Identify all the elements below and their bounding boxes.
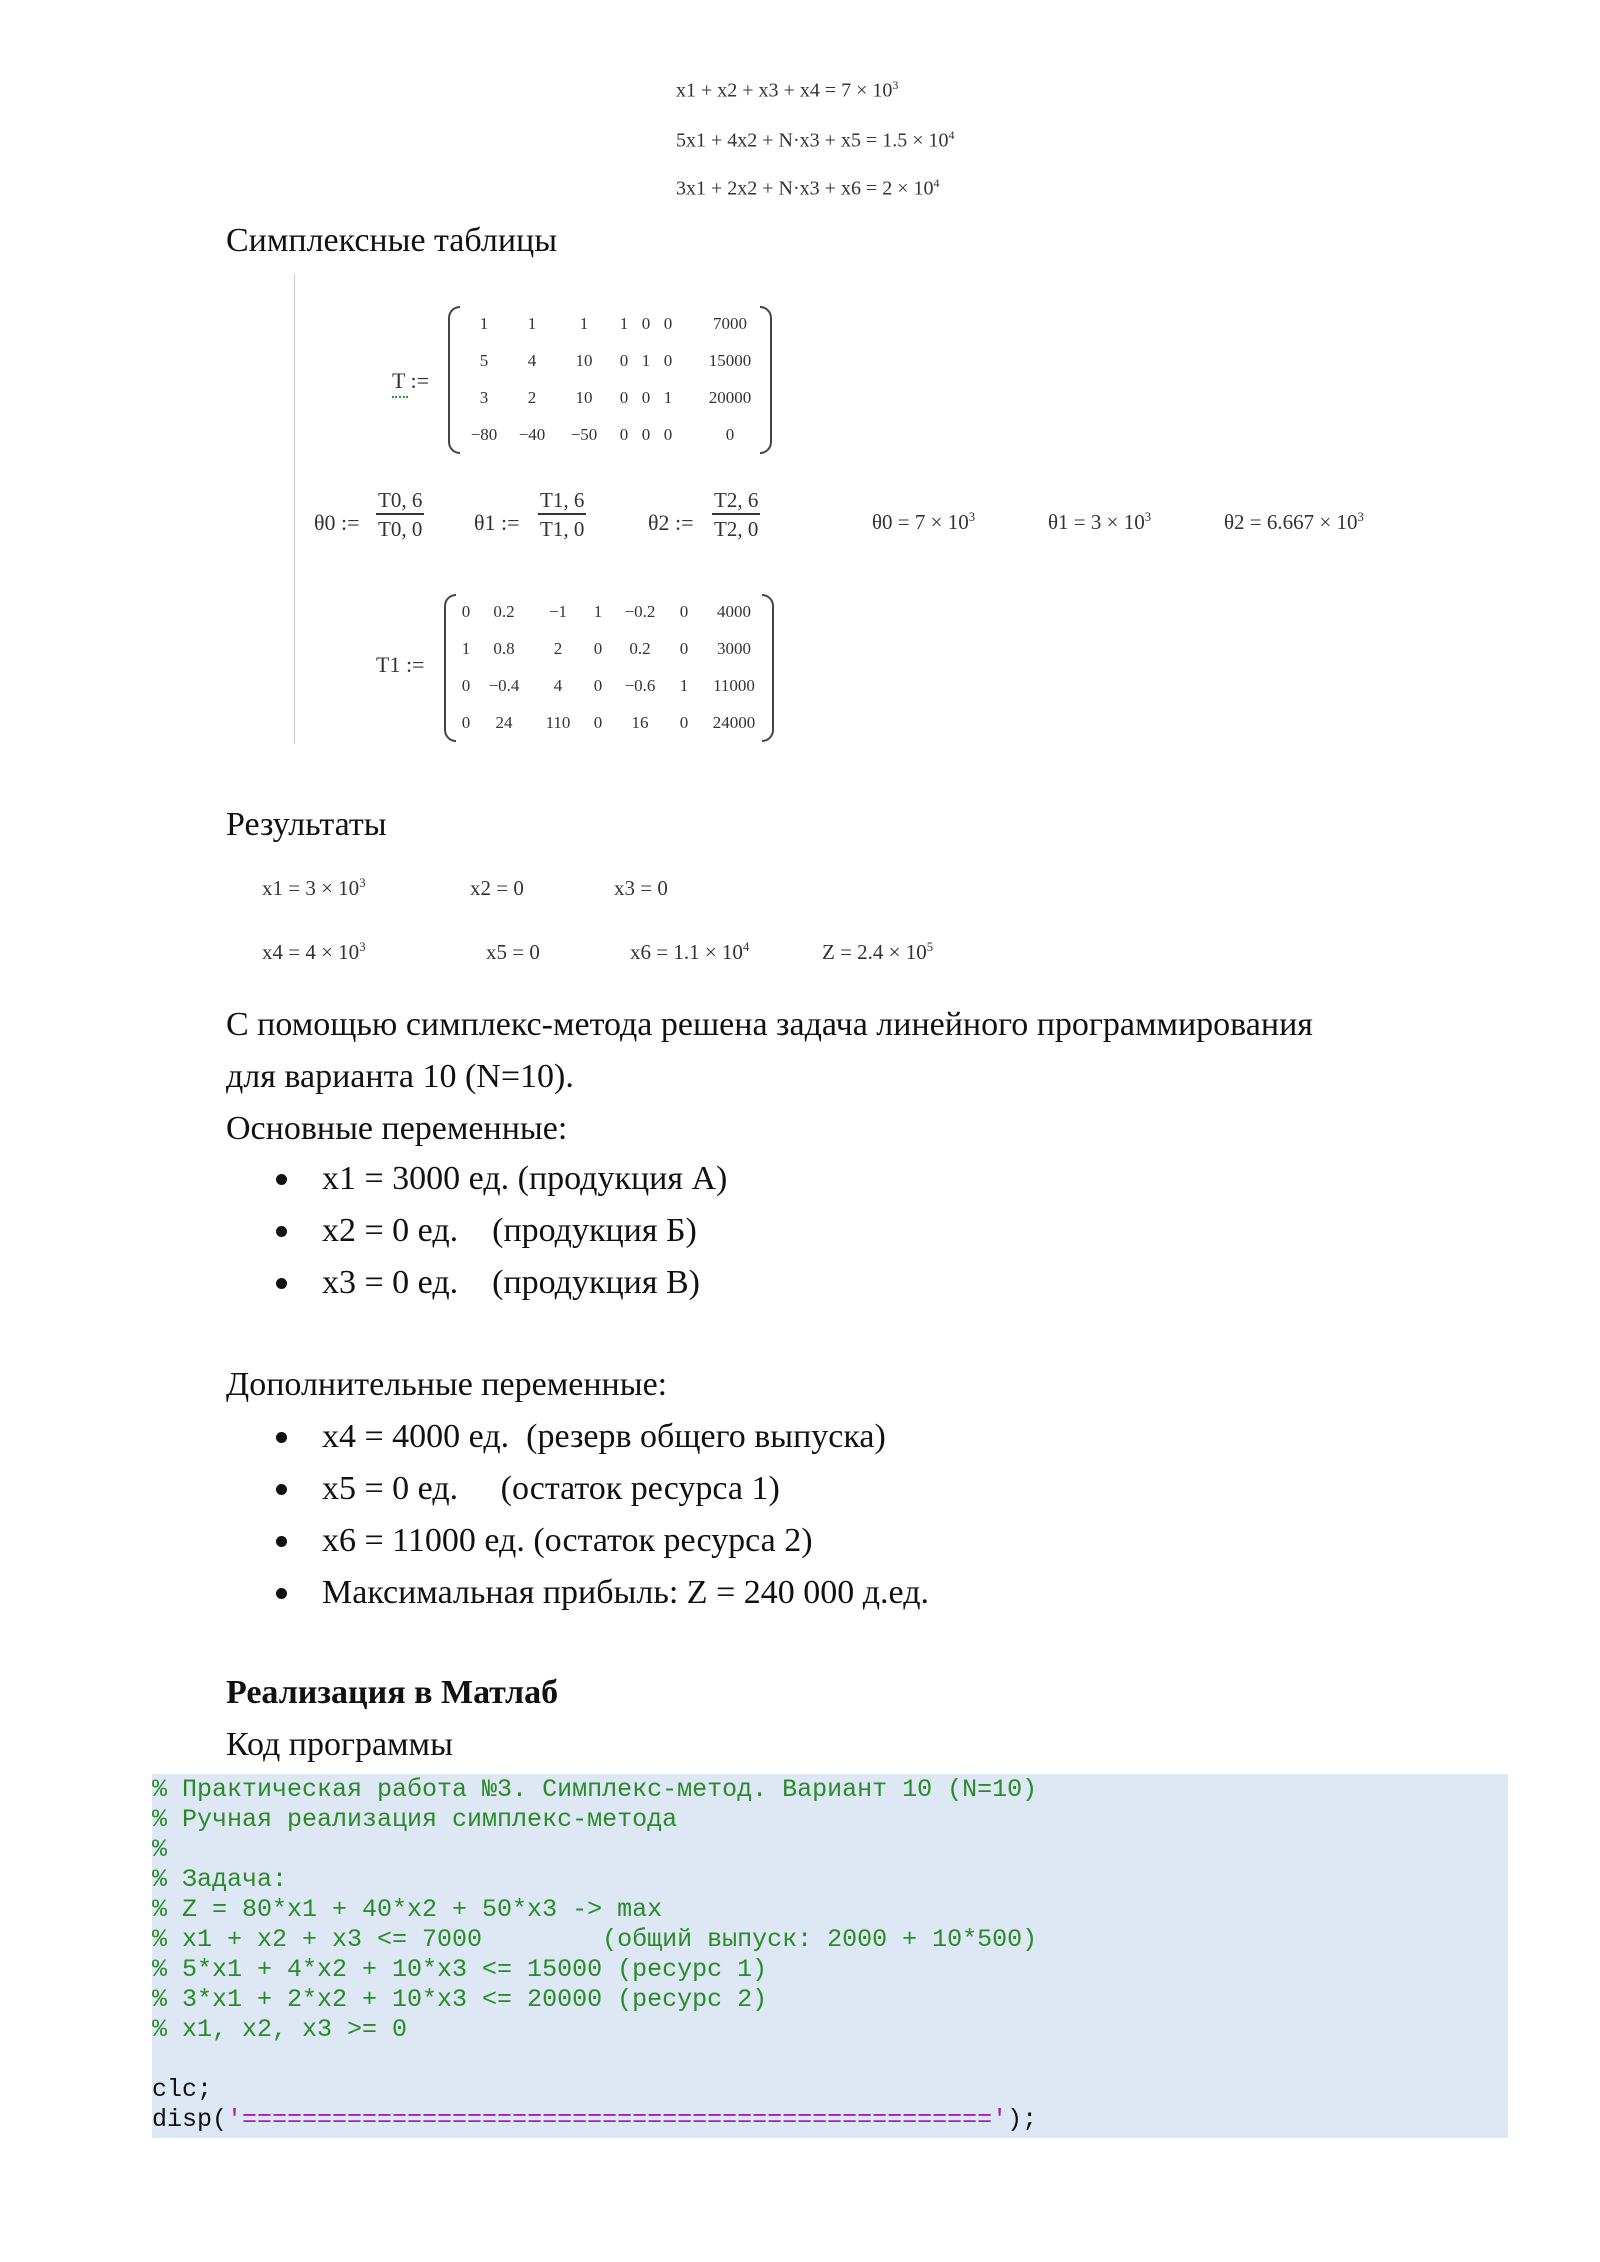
- code-disp-line: [152, 2105, 1037, 2134]
- code-clc-line: clc;: [152, 2075, 213, 2104]
- matrix-cell: 1: [479, 314, 489, 333]
- result-x6: $x6 = 1.1 \times 10^4$: [630, 940, 750, 964]
- code-comment-line: %: [152, 1835, 168, 1864]
- code-disp-close: );: [1007, 2105, 1038, 2134]
- max-profit-item: Максимальная прибыль: Z = 240 000 д.ед.: [322, 1574, 929, 1611]
- matrix-cell: 24: [495, 713, 513, 732]
- code-comment-line: % Z = 80*x1 + 40*x2 + 50*x3 -> max: [152, 1895, 663, 1924]
- matrix-cell: 0: [461, 602, 471, 621]
- matrix-row: [448, 343, 772, 381]
- matrix-t-underline: [392, 394, 408, 398]
- bullet: [276, 1588, 287, 1599]
- matrix-cell: 1: [527, 314, 537, 333]
- matrix-cell: 1: [593, 602, 603, 621]
- result-x1: $x1 = 3 \times 10^3$: [262, 876, 366, 900]
- matrix-row: [448, 417, 772, 455]
- basic-var-item: x2 = 0 ед. (продукция Б): [322, 1212, 697, 1249]
- matrix-cell: 0: [461, 676, 471, 695]
- matrix-cell: 0: [641, 314, 651, 333]
- matrix-cell: 0: [679, 602, 689, 621]
- heading-results: Результаты: [226, 806, 387, 843]
- equation-2: $5x1 + 4x2 + N\cdot x3 + x5 = 1.5 \times 10^4$: [676, 128, 955, 152]
- matrix-cell: 0.2: [629, 639, 651, 658]
- matrix-row: [444, 594, 774, 632]
- theta2-fraction: $\frac{T2, 6}{T2, 0}$: [714, 488, 759, 541]
- matrix-cell: 3000: [717, 639, 751, 658]
- extra-var-item: x4 = 4000 ед. (резерв общего выпуска): [322, 1418, 886, 1455]
- theta2-result: $\theta 2 = 6.667 \times 10^3$: [1224, 510, 1364, 534]
- extra-vars-title: Дополнительные переменные:: [226, 1366, 668, 1403]
- code-comment-line: % Задача:: [152, 1865, 288, 1894]
- matrix-cell: 0: [663, 314, 673, 333]
- matrix-cell: 0: [663, 425, 673, 444]
- bullet: [276, 1174, 287, 1185]
- heading-matlab: Реализация в Матлаб: [226, 1674, 559, 1711]
- code-comment-line: % Практическая работа №3. Симплекс-метод. Вариант 10 (N=10): [152, 1775, 1038, 1804]
- extra-var-item: x6 = 11000 ед. (остаток ресурса 2): [322, 1522, 813, 1559]
- matrix-cell: 0: [679, 639, 689, 658]
- result-x4: $x4 = 4 \times 10^3$: [262, 940, 366, 964]
- matrix-cell: 10: [575, 388, 593, 407]
- region-divider: [294, 274, 295, 744]
- conclusion-line-1: С помощью симплекс-метода решена задача линейного программирования: [226, 1006, 1313, 1043]
- code-comment-line: % 3*x1 + 2*x2 + 10*x3 <= 20000 (ресурс 2): [152, 1985, 768, 2014]
- equation-1: $x1 + x2 + x3 + x4 = 7 \times 10^3$: [676, 78, 899, 102]
- matrix-cell: 0: [619, 425, 629, 444]
- matrix-cell: −80: [470, 425, 498, 444]
- matrix-cell: 0: [663, 351, 673, 370]
- matrix-cell: 110: [545, 713, 571, 732]
- code-comment-line: % Ручная реализация симплекс-метода: [152, 1805, 678, 1834]
- bullet: [276, 1278, 287, 1289]
- code-comment-line: % x1 + x2 + x3 <= 7000 (общий выпуск: 2000 + 10*500): [152, 1925, 1038, 1954]
- matrix-cell: 20000: [708, 388, 752, 407]
- matrix-cell: 15000: [708, 351, 752, 370]
- matrix-cell: −0.6: [624, 676, 656, 695]
- matrix-cell: 2: [553, 639, 563, 658]
- matrix-cell: 1: [641, 351, 651, 370]
- code-comment-line: % x1, x2, x3 >= 0: [152, 2015, 408, 2044]
- matrix-cell: 1: [619, 314, 629, 333]
- matrix-cell: 0: [619, 388, 629, 407]
- basic-vars-title: Основные переменные:: [226, 1110, 568, 1147]
- result-x3: x3 = 0: [614, 876, 668, 900]
- theta1-result: $\theta 1 = 3 \times 10^3$: [1048, 510, 1152, 534]
- result-z: $Z = 2.4 \times 10^5$: [822, 940, 934, 964]
- matrix-cell: 4: [553, 676, 563, 695]
- matrix-cell: 5: [479, 351, 489, 370]
- result-x5: x5 = 0: [486, 940, 540, 964]
- code-disp-string: '==================================================': [227, 2105, 1008, 2134]
- matrix-cell: 0: [725, 425, 735, 444]
- matrix-cell: −0.2: [624, 602, 656, 621]
- matrix-cell: 0: [641, 388, 651, 407]
- matrix-cell: 1: [663, 388, 673, 407]
- bullet: [276, 1484, 287, 1495]
- matrix-cell: 7000: [713, 314, 747, 333]
- matrix-cell: −40: [518, 425, 546, 444]
- matrix-cell: 0.8: [493, 639, 515, 658]
- matrix-cell: 0: [593, 639, 603, 658]
- matrix-row: [444, 668, 774, 706]
- basic-var-item: x1 = 3000 ед. (продукция А): [322, 1160, 728, 1197]
- matrix-row: [444, 631, 774, 669]
- theta0-result: $\theta 0 = 7 \times 10^3$: [872, 510, 976, 534]
- theta1-label: θ1 :=: [474, 510, 520, 535]
- matrix-cell: 11000: [713, 676, 755, 695]
- matrix-cell: −0.4: [488, 676, 520, 695]
- matrix-cell: 1: [579, 314, 589, 333]
- matrix-t1: [444, 594, 774, 742]
- matrix-cell: 16: [631, 713, 649, 732]
- matrix-cell: 0.2: [493, 602, 515, 621]
- matrix-cell: 0: [641, 425, 651, 444]
- equation-3: $3x1 + 2x2 + N\cdot x3 + x6 = 2 \times 10^4$: [676, 176, 940, 200]
- theta2-label: θ2 :=: [648, 510, 694, 535]
- bullet: [276, 1536, 287, 1547]
- matrix-row: [448, 380, 772, 418]
- matrix-cell: 4000: [717, 602, 751, 621]
- matrix-cell: 3: [479, 388, 489, 407]
- matrix-t1-label: T1 :=: [376, 652, 425, 677]
- matrix-t: [448, 306, 772, 454]
- heading-simplex-tables: Симплексные таблицы: [226, 222, 558, 259]
- matrix-cell: −50: [570, 425, 598, 444]
- matrix-cell: 10: [575, 351, 593, 370]
- matrix-cell: 2: [527, 388, 537, 407]
- matrix-cell: 0: [619, 351, 629, 370]
- heading-code: Код программы: [226, 1726, 453, 1763]
- matrix-cell: 0: [679, 713, 689, 732]
- matrix-t-label: T :=: [392, 368, 430, 393]
- theta0-label: θ0 :=: [314, 510, 360, 535]
- code-comment-line: % 5*x1 + 4*x2 + 10*x3 <= 15000 (ресурс 1): [152, 1955, 768, 1984]
- extra-var-item: x5 = 0 ед. (остаток ресурса 1): [322, 1470, 780, 1507]
- bullet: [276, 1432, 287, 1443]
- matrix-cell: −1: [548, 602, 568, 621]
- matrix-row: [448, 306, 772, 344]
- matrix-cell: 1: [461, 639, 471, 658]
- basic-var-item: x3 = 0 ед. (продукция В): [322, 1264, 701, 1301]
- matrix-cell: 1: [679, 676, 689, 695]
- matrix-cell: 0: [461, 713, 471, 732]
- theta1-fraction: $\frac{T1, 6}{T1, 0}$: [540, 488, 585, 541]
- bullet: [276, 1226, 287, 1237]
- matrix-cell: 24000: [712, 713, 756, 732]
- matrix-cell: 0: [593, 713, 603, 732]
- conclusion-line-2: для варианта 10 (N=10).: [226, 1058, 574, 1095]
- matrix-row: [444, 705, 774, 743]
- matrix-cell: 0: [593, 676, 603, 695]
- result-x2: x2 = 0: [470, 876, 524, 900]
- matrix-cell: 4: [527, 351, 537, 370]
- code-disp-open: disp(: [152, 2105, 228, 2134]
- theta0-fraction: $\frac{T0, 6}{T0, 0}$: [378, 488, 423, 541]
